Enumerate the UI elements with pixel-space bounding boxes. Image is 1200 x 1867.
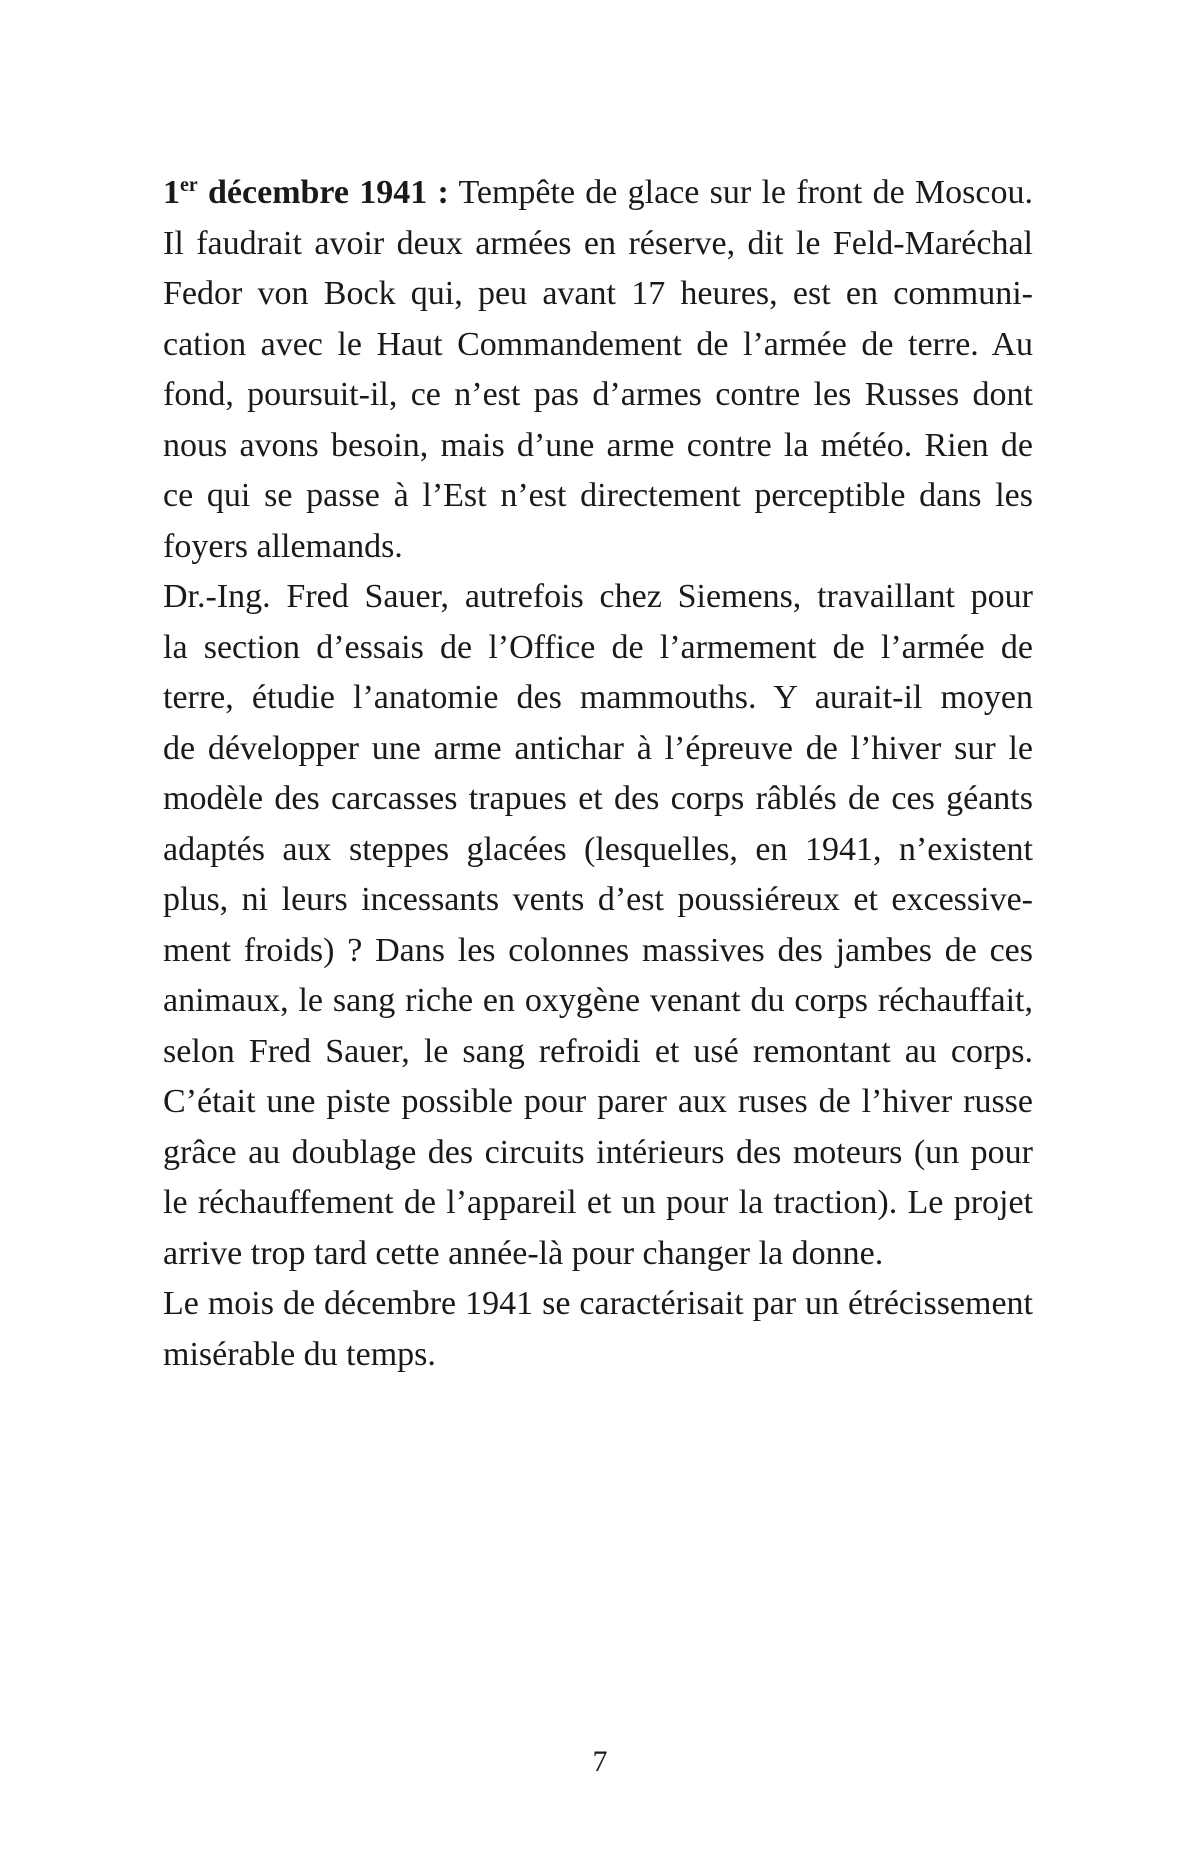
text-line: le réchauffement de l’appareil et un pour la traction). Le projet <box>163 1184 1033 1221</box>
text-line: terre, étudie l’anatomie des mammouths. Y aurait-il moyen <box>163 679 1033 716</box>
text-line: Il faudrait avoir deux armées en réserve, dit le Feld-Maréchal <box>163 224 1033 262</box>
text-line: animaux, le sang riche en oxygène venant du corps réchauffait, <box>163 982 1033 1019</box>
page-number: 7 <box>592 1745 608 1778</box>
text-line: ment froids) ? Dans les colonnes massives des jambes de ces <box>163 931 1033 969</box>
text-line: nous avons besoin, mais d’une arme contre la météo. Rien de <box>163 426 1033 464</box>
date-superscript: er <box>180 174 198 196</box>
body-text <box>163 168 1033 1380</box>
text-line: C’était une piste possible pour parer aux ruses de l’hiver russe <box>163 1083 1033 1120</box>
text-line: Fedor von Bock qui, peu avant 17 heures, est en communi- <box>163 275 1033 312</box>
text-line: fond, poursuit-il, ce n’est pas d’armes contre les Russes dont <box>163 376 1033 413</box>
text-line <box>163 168 1033 219</box>
text-line-content: Tempête de glace sur le front de Moscou. <box>448 174 1033 211</box>
date-day: 1 <box>163 174 180 211</box>
text-line: modèle des carcasses trapues et des corps râblés de ces géants <box>163 780 1033 817</box>
paragraph-1 <box>163 168 1033 572</box>
text-line: misérable du temps. <box>163 1335 436 1373</box>
text-line: cation avec le Haut Commandement de l’armée de terre. Au <box>163 325 1033 363</box>
text-line: ce qui se passe à l’Est n’est directement perceptible dans les <box>163 477 1033 514</box>
text-line: Le mois de décembre 1941 se caractérisait par un étrécissement <box>163 1285 1033 1322</box>
paragraph-3 <box>163 1279 1033 1380</box>
text-line: de développer une arme antichar à l’épreuve de l’hiver sur le <box>163 729 1033 767</box>
text-line: foyers allemands. <box>163 527 403 565</box>
text-line: la section d’essais de l’Office de l’armement de l’armée de <box>163 628 1033 666</box>
text-line: adaptés aux steppes glacées (lesquelles, en 1941, n’existent <box>163 830 1033 868</box>
text-line: selon Fred Sauer, le sang refroidi et usé remontant au corps. <box>163 1032 1033 1070</box>
text-line: grâce au doublage des circuits intérieurs des moteurs (un pour <box>163 1133 1033 1171</box>
paragraph-2 <box>163 572 1033 1279</box>
date-rest: décembre 1941 : <box>197 174 449 211</box>
date-heading <box>163 174 449 211</box>
text-line: plus, ni leurs incessants vents d’est poussiéreux et excessive- <box>163 881 1033 918</box>
text-line: Dr.-Ing. Fred Sauer, autrefois chez Siemens, travaillant pour <box>163 578 1033 615</box>
text-line: arrive trop tard cette année-là pour changer la donne. <box>163 1234 884 1272</box>
